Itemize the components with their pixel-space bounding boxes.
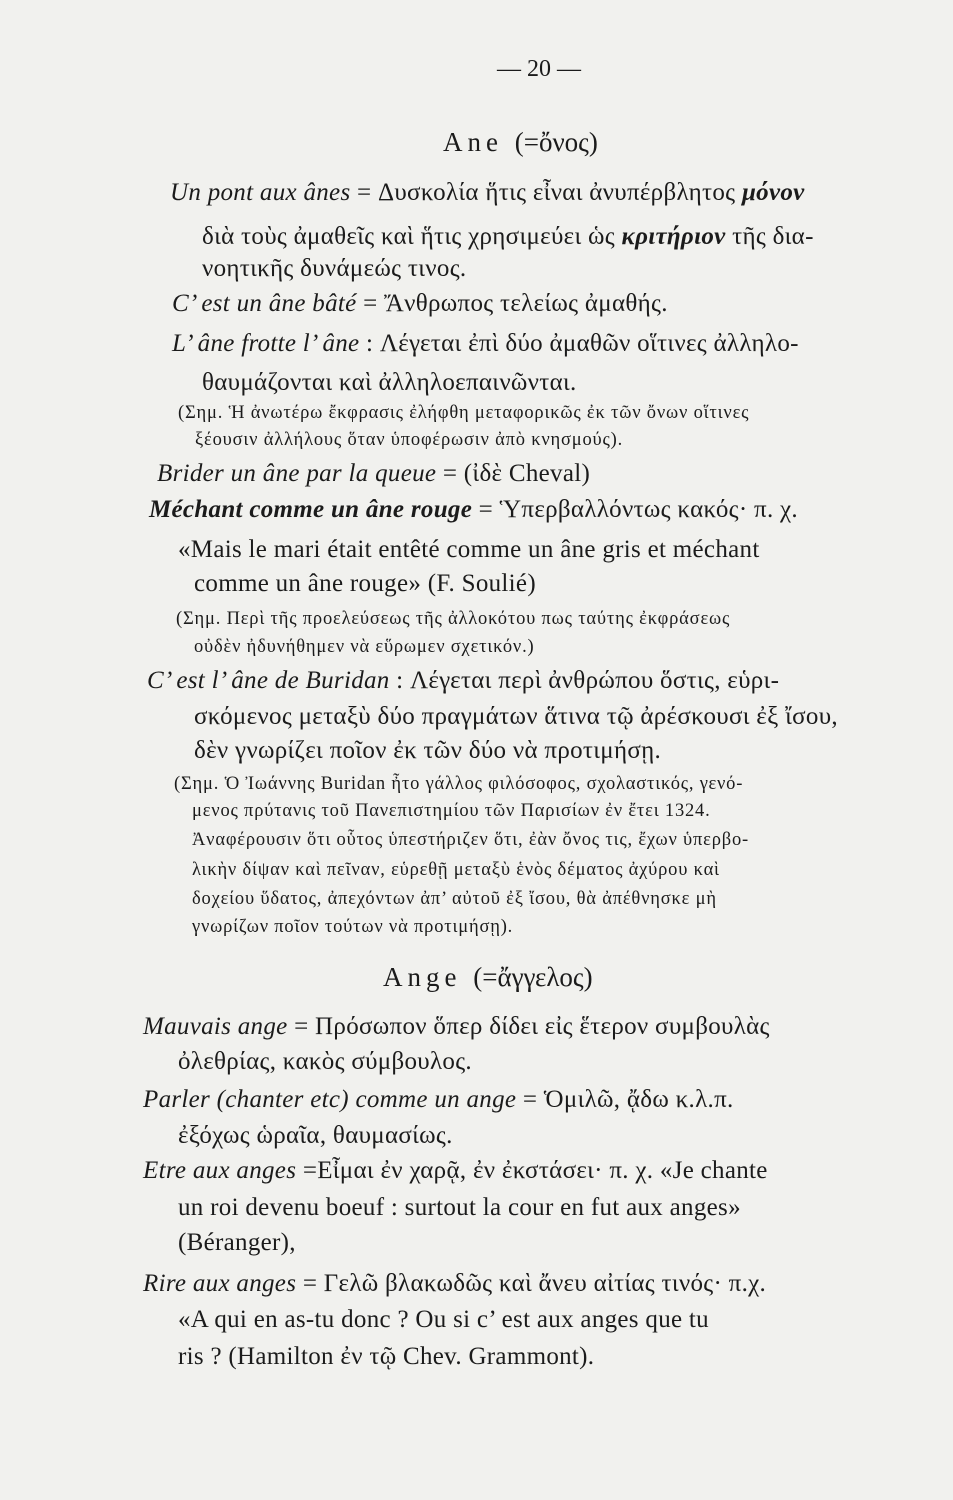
entry-definition: = Πρόσωπον ὅπερ δίδει εἰς ἕτερον συμβουλὰς [294,1013,770,1040]
entry-definition: = Δυσκολία ἥτις εἶναι ἀνυπέρβλητος [357,179,742,206]
entry-phrase: Mauvais ange [143,1013,288,1040]
heading-gloss: (=ὄνος) [514,127,598,157]
note-line: λικὴν δίψαν καὶ πεῖναν, εὑρεθῇ μεταξὺ ἑνὸς δέματος ἀχύρου καὶ [192,860,720,880]
section-heading-ange [383,962,593,993]
heading-gloss: (=ἄγγελος) [473,962,593,992]
entry-definition: = Γελῶ βλακωδῶς καὶ ἄνευ αἰτίας τινός· π.χ. [302,1270,767,1297]
entry-continuation: ἐξόχως ὡραῖα, θαυμασίως. [178,1122,453,1149]
entry-rire-aux-anges [143,1270,766,1298]
definition-text: διὰ τοὺς ἀμαθεῖς καὶ ἥτις χρησιμεύει ὡς [202,223,622,250]
note-line: γνωρίζων ποῖον τούτων νὰ προτιμήσῃ). [192,917,514,937]
entry-brider [157,460,590,488]
entry-etre-aux-anges [143,1157,768,1185]
note-line: οὐδὲν ἠδυνήθημεν νὰ εὕρωμεν σχετικόν.) [194,637,535,657]
note-line: (Σημ. Περὶ τῆς προελεύσεως τῆς ἀλλοκότου πως ταύτης ἐκφράσεως [176,609,731,629]
page-number: — 20 — [497,56,581,82]
entry-phrase: Etre aux anges [143,1157,297,1184]
entry-definition: = Ἄνθρωπος τελείως ἀμαθής. [363,290,668,317]
entry-phrase: Rire aux anges [143,1270,297,1297]
entry-definition: = Ὁμιλῶ, ᾄδω κ.λ.π. [522,1086,734,1113]
entry-mauvais-ange [143,1013,770,1041]
entry-phrase: Brider un âne par la queue [157,460,437,487]
entry-un-pont-aux-anes [170,179,805,207]
note-line: Ἀναφέρουσιν ὅτι οὗτος ὑπεστήριζεν ὅτι, ἐὰν ὄνος τις, ἔχων ὑπερβο- [192,830,749,850]
entry-continuation: σκόμενος μεταξὺ δύο πραγμάτων ἅτινα τῷ ἀρέσκουσι ἐξ ἴσου, [194,703,838,730]
entry-continuation: ὀλεθρίας, κακὸς σύμβουλος. [178,1048,472,1075]
entry-definition: = (ἰδὲ Cheval) [442,460,591,487]
entry-buridan [147,667,779,695]
entry-definition: = Ὑπερβαλλόντως κακός· π. χ. [478,496,798,523]
quote-line: «Mais le mari était entêté comme un âne gris et méchant [178,536,760,563]
entry-continuation: «A qui en as-tu donc ? Ou si c’ est aux anges que tu [178,1306,709,1333]
note-line: μενος πρύτανις τοῦ Πανεπιστημίου τῶν Παρισίων ἐν ἔτει 1324. [192,801,711,821]
entry-definition: =Εἶμαι ἐν χαρᾷ, ἐν ἐκστάσει· π. χ. «Je chante [302,1157,768,1184]
entry-continuation [202,223,814,251]
entry-mechant [149,496,798,524]
entry-continuation: ris ? (Hamilton ἐν τῷ Chev. Grammont). [178,1343,595,1370]
entry-ane-bate [172,290,668,318]
note-line: ξέουσιν ἀλλήλους ὅταν ὑποφέρωσιν ἀπὸ κνησμούς). [195,430,624,450]
entry-phrase: Parler (chanter etc) comme un ange [143,1086,517,1113]
heading-term: Ange [383,962,462,992]
entry-phrase: Un pont aux ânes [170,179,351,206]
entry-continuation: (Béranger), [178,1229,296,1256]
heading-term: Ane [443,127,503,157]
entry-parler-comme-un-ange [143,1086,734,1114]
entry-phrase: C’ est un âne bâté [172,290,357,317]
entry-ane-frotte [172,330,799,358]
note-line: (Σημ. Ἡ ἀνωτέρω ἔκφρασις ἐλήφθη μεταφορικῶς ἐκ τῶν ὄνων οἵτινες [178,403,750,423]
entry-continuation: θαυμάζονται καὶ ἀλληλοεπαινῶνται. [202,369,577,396]
entry-definition: : Λέγεται ἐπὶ δύο ἀμαθῶν οἵτινες ἀλληλο- [366,330,799,357]
note-line: δοχείου ὕδατος, ἀπεχόντων ἀπ’ αὐτοῦ ἐξ ἴσου, θὰ ἀπέθνησκε μὴ [192,889,717,909]
entry-definition: : Λέγεται περὶ ἀνθρώπου ὅστις, εὑρι- [396,667,780,694]
emphasis-word: μόνον [741,179,805,206]
note-line: (Σημ. Ὁ Ἰωάννης Buridan ἦτο γάλλος φιλόσοφος, σχολαστικός, γενό- [174,774,744,794]
entry-phrase: C’ est l’ âne de Buridan [147,667,390,694]
entry-phrase: L’ âne frotte l’ âne [172,330,360,357]
entry-continuation: un roi devenu boeuf : surtout la cour en fut aux anges» [178,1194,741,1221]
entry-continuation: δὲν γνωρίζει ποῖον ἐκ τῶν δύο νὰ προτιμήσῃ. [194,737,662,764]
quote-line: comme un âne rouge» (F. Soulié) [194,570,536,597]
entry-phrase: Méchant comme un âne rouge [149,496,473,523]
emphasis-word: κριτήριον [621,223,726,250]
definition-text: τῆς δια- [725,223,814,250]
section-heading-ane [443,127,598,158]
entry-continuation: νοητικῆς δυνάμεώς τινος. [202,255,467,282]
